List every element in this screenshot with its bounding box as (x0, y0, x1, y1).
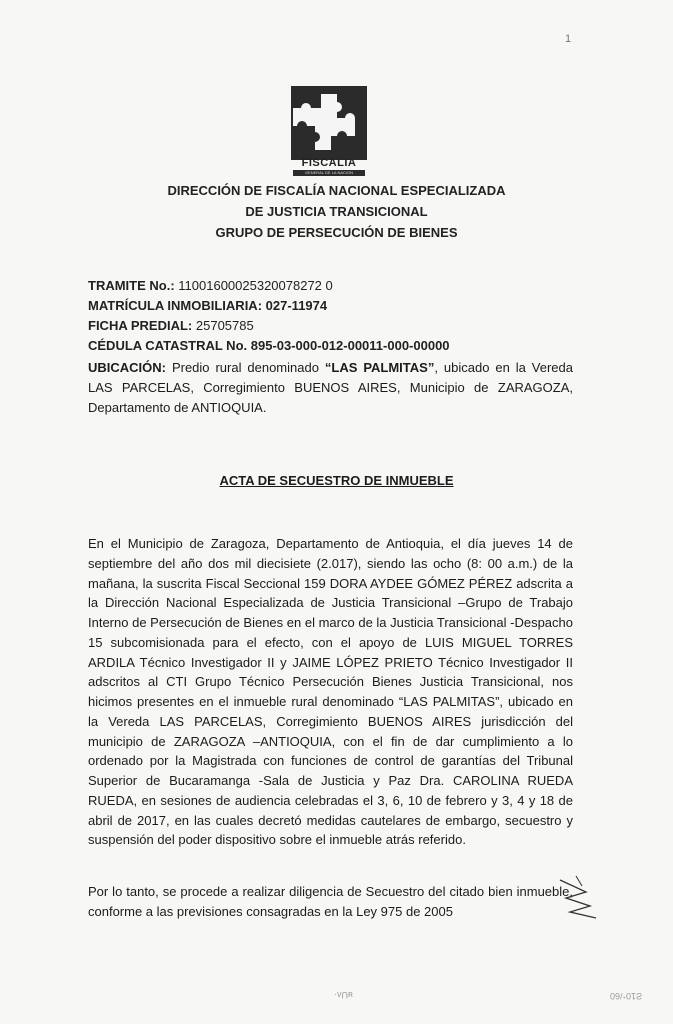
matricula-value: 027-11974 (265, 298, 328, 313)
body-paragraph-1: En el Municipio de Zaragoza, Departamento de Antioquia, el día jueves 14 de septiembre del año dos mil diecisiete (2.017), siendo las ocho (8: 00 a.m.) de la mañana, la suscrita Fiscal Seccional 159 DORA AYDEE GÓMEZ PÉREZ adscrita a la Dirección Nacional Especializada de Justicia Transicional –Grupo de Trabajo Interno de Persecución de Bienes en el marco de la Justicia Transicional -Despacho 15 subcomisionada para el efecto, con el apoyo de LUIS MIGUEL TORRES ARDILA Técnico Investigador II y JAIME LÓPEZ PRIETO Técnico Investigador II adscritos al CTI Grupo Técnico Persecución Bienes Justicia Transicional, nos hicimos presentes en el inmueble rural denominado “LAS PALMITAS”, ubicado en la Vereda LAS PARCELAS, Corregimiento BUENOS AIRES jurisdicción del municipio de ZARAGOZA –ANTIOQUIA, con el fin de dar cumplimiento a lo ordenado por la Magistrada con funciones de control de garantías del Tribunal Superior de Bucaramanga -Sala de Justicia y Paz Dra. CAROLINA RUEDA RUEDA, en sesiones de audiencia celebradas el 3, 6, 10 de febrero y 3, 4 y 18 de abril de 2017, en las cuales decretó medidas cautelares de embargo, secuestro y suspensión del poder dispositivo sobre el inmueble atrás referido. (88, 536, 573, 848)
ficha-value: 25705785 (195, 318, 254, 333)
matricula-row (88, 298, 588, 313)
cedula-label: CÉDULA CATASTRAL No. (88, 338, 248, 353)
tramite-label: TRAMITE No.: (88, 278, 175, 293)
ubicacion-text-2: , ubicado en la Vereda LAS PARCELAS, Corregimiento BUENOS AIRES, Municipio de ZARAGOZA, Departamento de ANTIOQUIA. (88, 360, 573, 415)
document-title (0, 473, 673, 488)
footer-mark-right: Ƨ10ᐩ/60 (610, 991, 643, 1001)
page-number: 1 (565, 33, 572, 45)
tramite-row (88, 278, 588, 293)
logo-subtitle-band: GENERAL DE LA NACION (293, 170, 365, 176)
cedula-row (88, 338, 588, 353)
ficha-row (88, 318, 588, 333)
footer-mark-left: ᴚUᴧ· (334, 990, 353, 1000)
document-title-text: ACTA DE SECUESTRO DE INMUEBLE (219, 473, 454, 488)
ubicacion-text-1: Predio rural denominado (171, 360, 319, 375)
puzzle-piece-icon (291, 86, 367, 160)
logo-name: FISCALIA (301, 157, 357, 169)
tramite-value: 11001600025320078272 0 (178, 278, 333, 293)
fiscalia-logo (291, 86, 367, 178)
matricula-label: MATRÍCULA INMOBILIARIA: (88, 298, 263, 313)
cedula-value: 895-03-000-012-00011-000-00000 (250, 338, 450, 353)
ficha-label: FICHA PREDIAL: (88, 318, 193, 333)
ubicacion-name: “LAS PALMITAS” (324, 360, 435, 375)
heading-line-1: DIRECCIÓN DE FISCALÍA NACIONAL ESPECIALIZADA (167, 183, 506, 198)
signature-mark-icon (556, 872, 604, 922)
body-paragraph-2: Por lo tanto, se procede a realizar diligencia de Secuestro del citado bien inmueble, conforme a las previsiones consagradas en la Ley 975 de 2005 (88, 884, 573, 919)
heading-line-2: DE JUSTICIA TRANSICIONAL (245, 204, 428, 219)
ubicacion-label: UBICACIÓN: (88, 360, 166, 375)
heading-line-3: GRUPO DE PERSECUCIÓN DE BIENES (215, 225, 458, 240)
ubicacion-block (88, 358, 573, 418)
